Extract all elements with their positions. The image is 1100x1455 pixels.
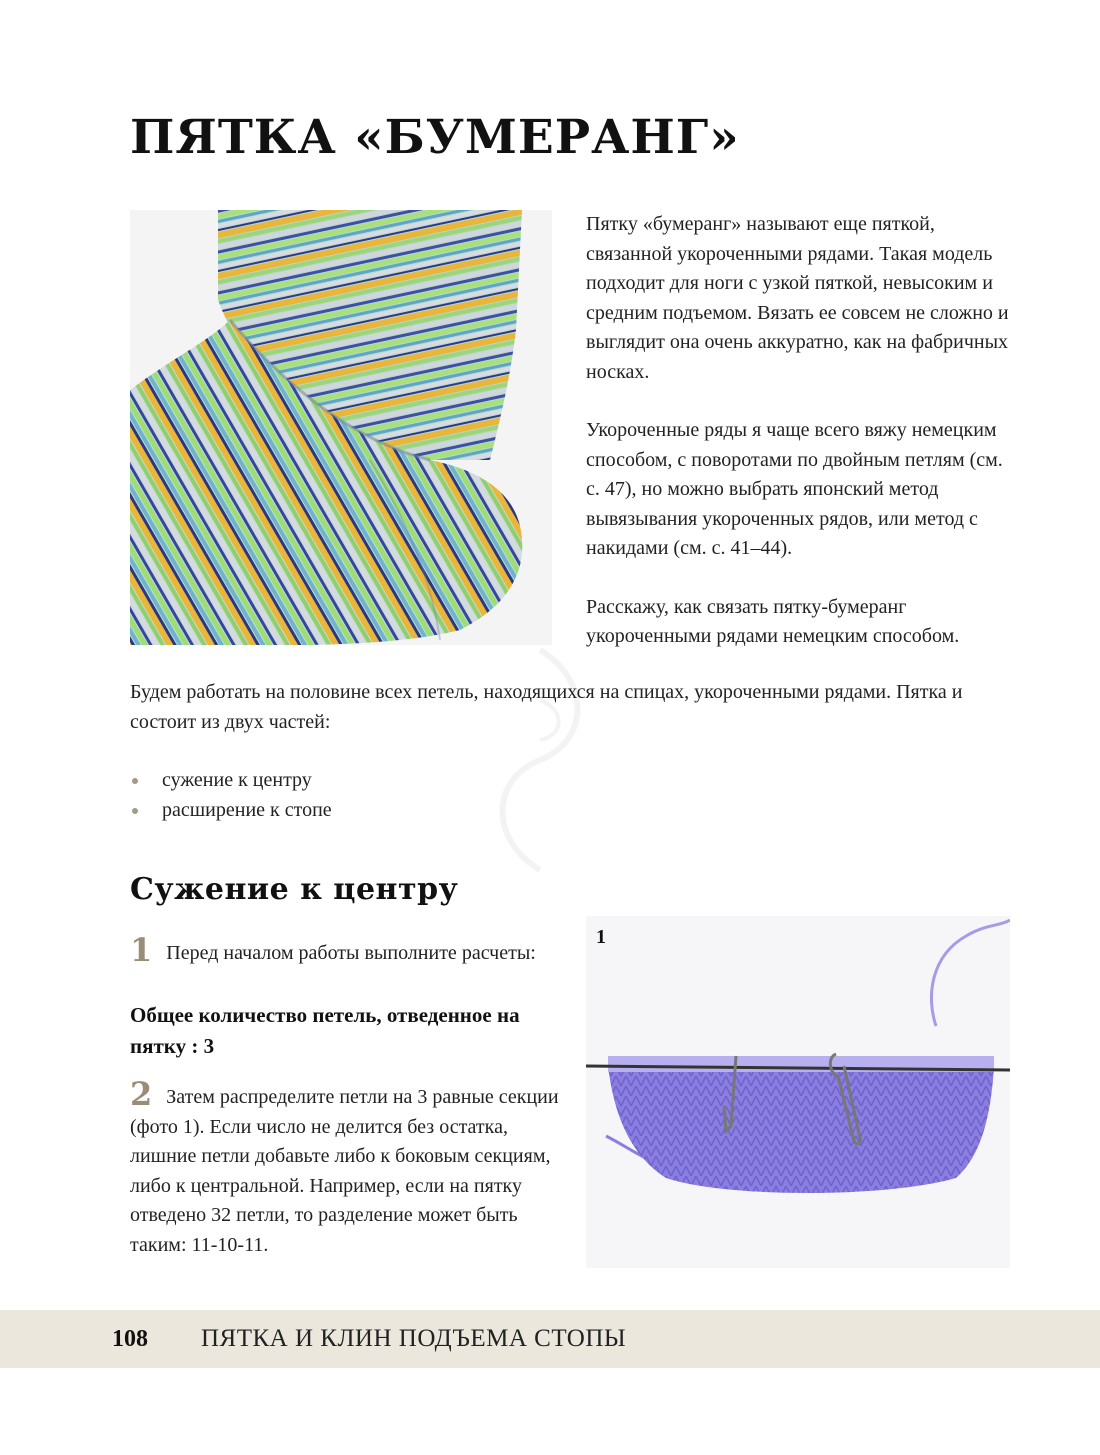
step-text: Затем распределите петли на 3 равные секции (фото 1). Если число не делится без остатка, лишние петли добавьте либо к боковым секциям, либо к центральной. Например, если на пятку отведено 32 петли, то разделение может быть таким: 11-10-11. bbox=[130, 1086, 559, 1256]
page-title: ПЯТКА «БУМЕРАНГ» bbox=[130, 110, 740, 165]
section-title: Сужение к центру bbox=[130, 872, 459, 907]
bullet-icon bbox=[132, 808, 138, 814]
knitting-photo bbox=[586, 916, 1010, 1268]
photo-label: 1 bbox=[596, 926, 606, 948]
step-2 bbox=[130, 1075, 560, 1260]
step-number: 2 bbox=[130, 1075, 153, 1113]
step-number: 1 bbox=[130, 931, 153, 969]
list-item-text: сужение к центру bbox=[162, 769, 312, 791]
calculation-note: Общее количество петель, отведенное на пятку : 3 bbox=[130, 1003, 520, 1058]
intro-text bbox=[586, 210, 1016, 681]
step-text: Перед началом работы выполните расчеты: bbox=[166, 942, 536, 964]
sock-heel-photo bbox=[130, 210, 552, 645]
chapter-title: ПЯТКА И КЛИН ПОДЪЕМА СТОПЫ bbox=[201, 1325, 627, 1352]
page-number: 108 bbox=[112, 1326, 148, 1352]
intro-paragraph-1: Пятку «бумеранг» называют еще пяткой, связанной укороченными рядами. Такая модель подходит для ноги с узкой пяткой, невысоким и средним подъемом. Вязать ее совсем не сложно и выглядит она очень аккуратно, как на фабричных носках. bbox=[586, 213, 1009, 383]
page-footer bbox=[0, 1310, 1100, 1368]
step-1 bbox=[130, 931, 560, 969]
intro-paragraph-3: Расскажу, как связать пятку-бумеранг укороченными рядами немецким способом. bbox=[586, 595, 960, 647]
body-text bbox=[130, 678, 1030, 737]
heel-parts-list bbox=[130, 766, 630, 825]
list-item-text: расширение к стопе bbox=[162, 798, 332, 821]
list-item bbox=[130, 766, 630, 796]
decorative-watermark-icon bbox=[470, 640, 610, 880]
intro-paragraph-2: Укороченные ряды я чаще всего вяжу немецким способом, с поворотами по двойным петлям (см. с. 47), но можно выбрать японский метод вывязывания укороченных рядов, или метод с накидами (см. с. 41–44). bbox=[586, 419, 1003, 559]
body-paragraph: Будем работать на половине всех петель, находящихся на спицах, укороченными рядами. Пятка и состоит из двух частей: bbox=[130, 681, 963, 733]
list-item bbox=[130, 796, 630, 826]
bullet-icon bbox=[132, 778, 138, 784]
